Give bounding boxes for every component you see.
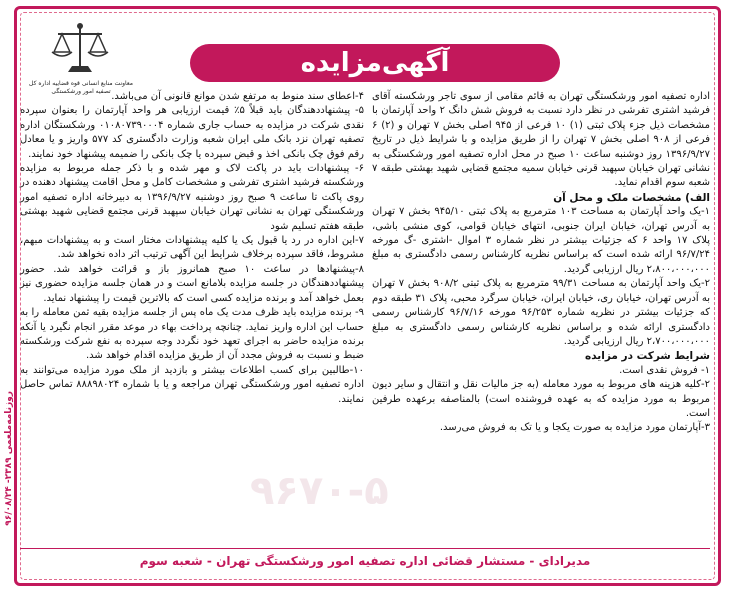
condition-6: ۶- پیشنهادات باید در پاکت لاک و مهر شده و با ذکر جمله مربوط به مزایده ورشکسته فرشید اشتری تفرشی و مشخصات کامل و محل اقامت پیشنهاد دهنده در روی پاکت تا ساعت ۹ صبح روز دوشنبه ۱۳۹۶/۹/۲۷ به دبیرخانه اداره تصفیه امور ورشکستگی تهران به نشانی تهران خیابان سپهبد قرنی مجتمع قضایی شهید بهشتی طبقه هفتم تسلیم شود	[20, 163, 364, 232]
section-conditions-heading: شرایط شرکت در مزایده	[585, 350, 710, 363]
condition-8: ۸-پیشنهادها در ساعت ۱۰ صبح همانروز باز و قرائت خواهد شد. حضور پیشنهاددهندگان در جلسه مزایده بلامانع است و در همان جلسه مزایده حضوری نیز بعمل خواهد آمد و برنده مزایده کسی است که بالاترین قیمت را پیشنهاد نماید.	[20, 263, 364, 304]
intro-paragraph: اداره تصفیه امور ورشکستگی تهران به قائم مقامی از سوی تاجر ورشکسته آقای فرشید اشتری تفرشی در نظر دارد نسبت به فروش شش دانگ ۲ واحد آپارتمان با مشخصات ذیل جزء پلاک ثبتی (۱) ۱۰ فرعی از ۹۴۵ اصلی بخش ۷ تهران و (۲) ۶ فرعی از ۹۰۸ اصلی بخش ۷ تهران را از طریق مزایده و با شرایط ذیل در تاریخ ۱۳۹۶/۹/۲۷ روز دوشنبه ساعت ۱۰ صبح در محل اداره تصفیه امور ورشکستگی به نشانی تهران خیابان سپهبد قرنی خیابان سمیه مجتمع قضایی شهید بهشتی طبقه ۷ شعبه سوم اقدام نماید.	[372, 91, 710, 189]
property-item-2: ۲-یک واحد آپارتمان به مساحت ۹۹/۳۱ مترمربع به پلاک ثبتی ۹۰۸/۲ بخش ۷ تهران به آدرس تهران، خیابان ری، خیابان ایران، خیابان سرگرد محبی، پلاک ۳۱ طبقه دوم که جزئیات بیشتر در نظریه شماره ۹۶/۲۵۳ مورخه ۹۶/۷/۱۶ کارشناس رسمی دادگستری ارائه شده و براساس نظریه کارشناس رسمی دادگستری به مبلغ ۲،۷۰۰،۰۰۰،۰۰۰ ریال ارزیابی گردید.	[372, 278, 711, 347]
section-property-heading: الف) مشخصات ملک و محل آن	[553, 191, 710, 204]
condition-1: ۱- فروش نقدی است.	[619, 364, 710, 376]
emblem-caption: معاونت منابع انسانی قوه قضاییه اداره کل تصفیه امور ورشکستگی	[29, 80, 133, 95]
condition-3: ۳-آپارتمان مورد مزایده به صورت یکجا و یا تک به فروش می‌رسد.	[439, 422, 710, 434]
property-item-1: ۱-یک واحد آپارتمان به مساحت ۱۰۳ مترمربع به پلاک ثبتی ۹۴۵/۱۰ بخش ۷ تهران به آدرس تهران، خیابان ایران جنوبی، انتهای خیابان قوامی، کوی منشی باشی، پلاک ۱۷ واحد ۶ که جزئیات بیشتر در نظر شماره ۳ اموال -اشتری -گ مورخه ۹۶/۷/۲۴ ارائه شده است که براساس نظریه کارشناس رسمی دادگستری به مبلغ ۲،۸۰۰،۰۰۰،۰۰۰ ریال ارزیابی گردید.	[372, 206, 711, 275]
condition-9: ۹- برنده مزایده باید ظرف مدت یک ماه پس از جلسه مزایده بقیه ثمن معامله را به حساب این اداره واریز نماید. چنانچه پرداخت بهاء در موعد مقرر انجام نگیرد یا آنکه برنده مزایده حاضر به اجرای تعهد خود نگردد وجه سپرده به نفع شرکت ورشکسته ضبط و نسبت به فروش مجدد آن از طریق مزایده اقدام خواهد شد.	[20, 307, 364, 362]
judiciary-emblem-icon	[48, 20, 112, 80]
side-reference-text: روزنامه‌ملعمی ۲۳۸۹- ۹۶/۰۸/۲۴	[4, 391, 14, 526]
side-reference	[0, 391, 14, 545]
signature-footer: مدیرادای - مستشار قضائی اداره تصفیه امور ورشکستگی تهران - شعبه سوم	[20, 548, 710, 573]
right-column	[372, 90, 710, 436]
condition-5: ۵- پیشنهاددهندگان باید قبلاً ۵٪ قیمت ارزیابی هر واحد آپارتمان را بعنوان سپرده نقدی شرکت در مزایده به حساب جاری شماره ۰۱۰۸۰۷۳۹۰۰۰۴ ورشکستگان اداره تصفیه تهران نزد بانک ملی ایران شعبه وزارت دادگستری کد ۵۷۷ واریز و یا معادل رقم فوق چک بانکی اخذ و قبض سپرده یا چک بانکی را ضمیمه پیشنهاد خود نمایند.	[20, 105, 365, 160]
watermark: ۹۶۷۰-۵	[250, 468, 389, 514]
condition-4: ۴-اعطای سند منوط به مرتفع شدن موانع قانونی آن می‌باشد.	[111, 91, 364, 102]
condition-7: ۷-این اداره در رد یا قبول یک یا کلیه پیشنهادات مختار است و به پیشنهادات مبهم، مشروط، فاقد سپرده برخلاف شرایط این آگهی ترتیب اثر داده نخواهد شد.	[20, 235, 364, 261]
left-column	[20, 90, 364, 407]
condition-10: ۱۰-طالبین برای کسب اطلاعات بیشتر و بازدید از ملک مورد مزایده می‌توانند به اداره تصفیه امور ورشکستگی تهران مراجعه و یا با شماره ۸۸۸۹۸۰۲۴ تماس حاصل نمایند.	[20, 364, 364, 405]
condition-2: ۲-کلیه هزینه های مربوط به مورد معامله (به جز مالیات نقل و انتقال و سایر دیون مربوط به مورد مزایده که به عهده فروشنده است) بالمناصفه برعهده طرفین است.	[372, 379, 710, 419]
ad-title: آگهی‌مزایده	[190, 44, 560, 82]
